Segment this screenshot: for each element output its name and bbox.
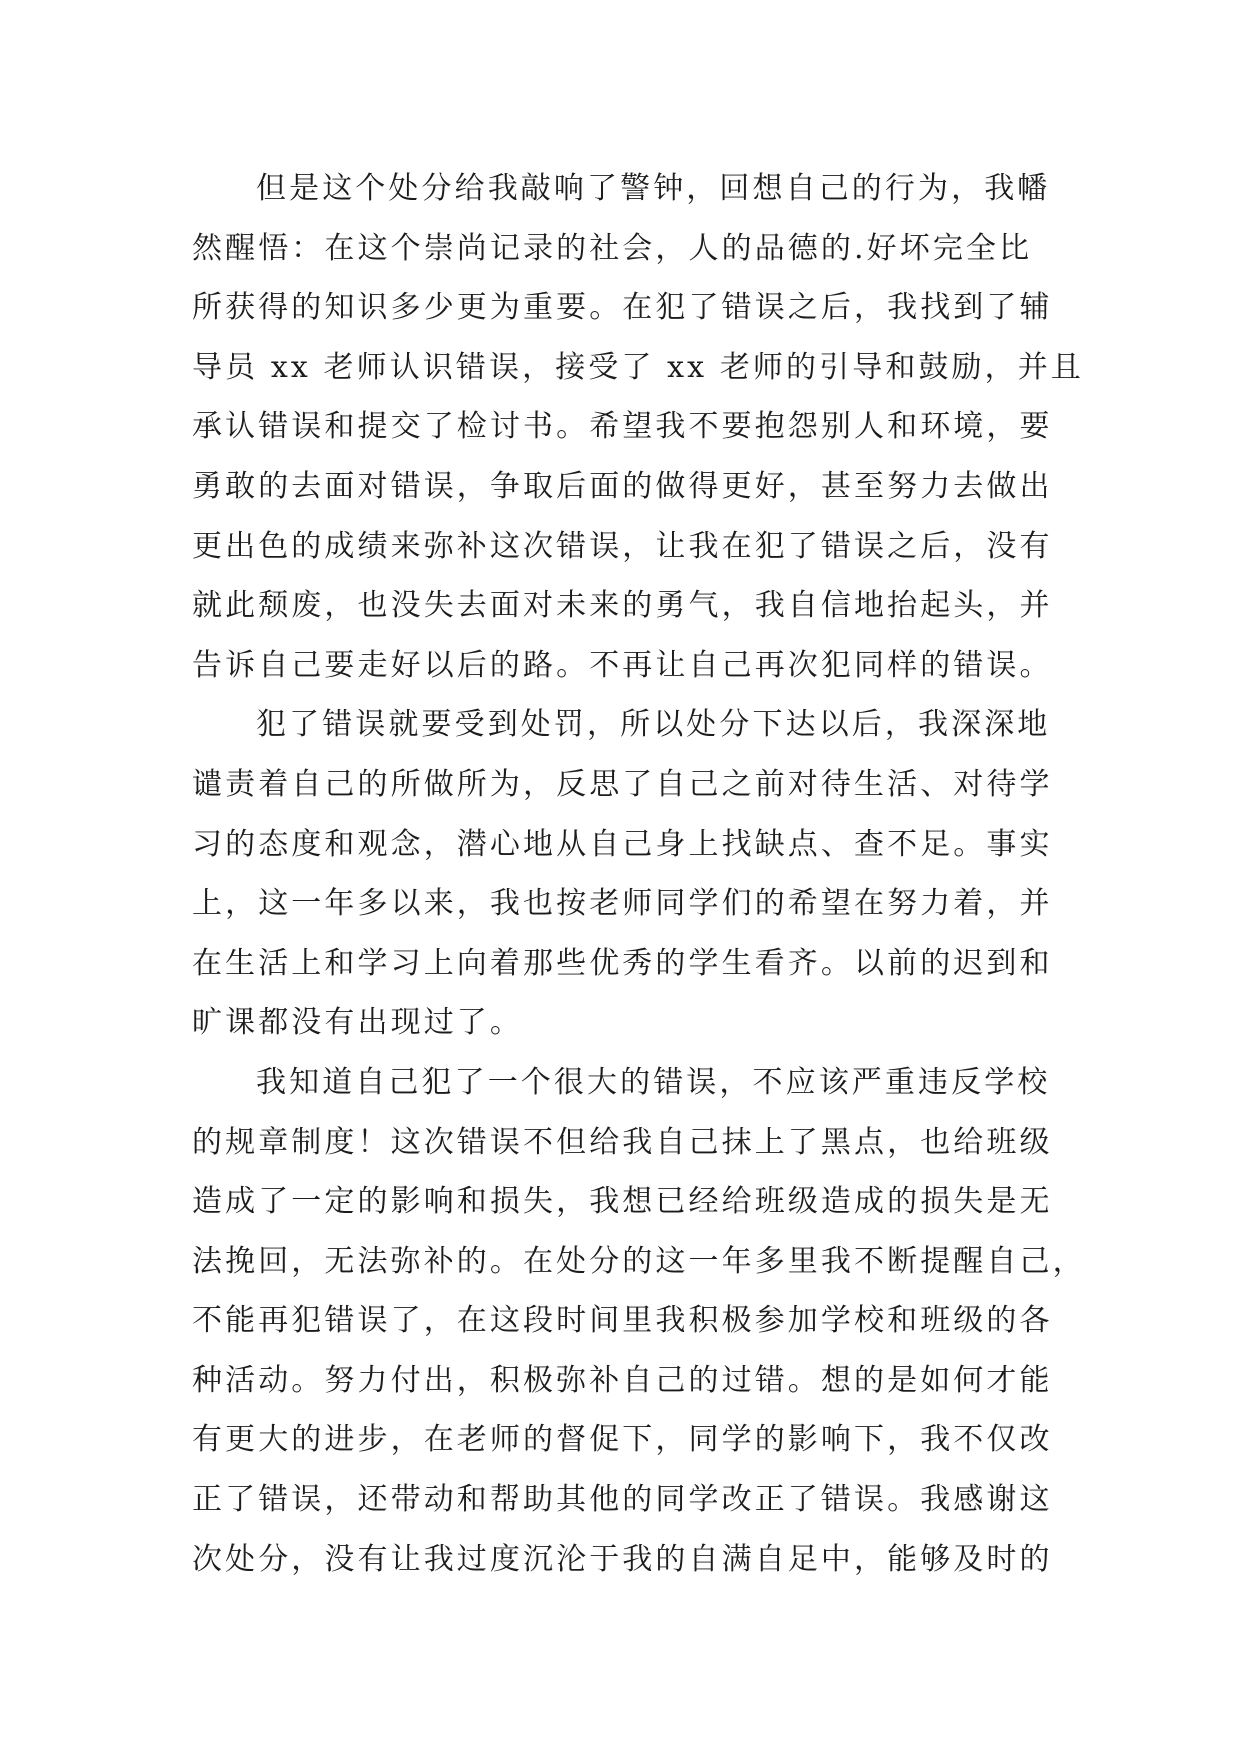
paragraph-line: 在生活上和学习上向着那些优秀的学生看齐。以前的迟到和 bbox=[192, 945, 1053, 981]
paragraph-line: 法挽回，无法弥补的。在处分的这一年多里我不断提醒自己， bbox=[192, 1243, 1086, 1279]
paragraph-line: 不能再犯错误了，在这段时间里我积极参加学校和班级的各 bbox=[192, 1303, 1053, 1339]
paragraph-line: 正了错误，还带动和帮助其他的同学改正了错误。我感谢这 bbox=[192, 1482, 1053, 1518]
document-body bbox=[192, 159, 1086, 1589]
paragraph-line: 种活动。努力付出，积极弥补自己的过错。想的是如何才能 bbox=[192, 1362, 1053, 1398]
paragraph-line: 勇敢的去面对错误，争取后面的做得更好，甚至努力去做出 bbox=[192, 468, 1053, 504]
paragraph-line: 造成了一定的影响和损失，我想已经给班级造成的损失是无 bbox=[192, 1184, 1053, 1220]
paragraph-line: 上，这一年多以来，我也按老师同学们的希望在努力着，并 bbox=[192, 886, 1053, 922]
paragraph-line: 习的态度和观念，潜心地从自己身上找缺点、查不足。事实 bbox=[192, 826, 1053, 862]
paragraph-line: 所获得的知识多少更为重要。在犯了错误之后，我找到了辅 bbox=[192, 290, 1053, 326]
paragraph-line: 然醒悟：在这个崇尚记录的社会，人的品德的.好坏完全比 bbox=[192, 230, 1033, 266]
paragraph-line: 告诉自己要走好以后的路。不再让自己再次犯同样的错误。 bbox=[192, 647, 1053, 683]
paragraph-line: 的规章制度！这次错误不但给我自己抹上了黑点，也给班级 bbox=[192, 1124, 1053, 1160]
paragraph-line: 次处分，没有让我过度沉沦于我的自满自足中，能够及时的 bbox=[192, 1541, 1053, 1577]
paragraph-line: 更出色的成绩来弥补这次错误，让我在犯了错误之后，没有 bbox=[192, 528, 1053, 564]
paragraph-line: 承认错误和提交了检讨书。希望我不要抱怨别人和环境，要 bbox=[192, 409, 1053, 445]
paragraph-2 bbox=[192, 695, 1082, 1053]
paragraph-line: 但是这个处分给我敲响了警钟，回想自己的行为，我幡 bbox=[256, 171, 1051, 206]
paragraph-line: 有更大的进步，在老师的督促下，同学的影响下，我不仅改 bbox=[192, 1422, 1053, 1458]
paragraph-1 bbox=[192, 159, 1082, 695]
paragraph-line: 就此颓废，也没失去面对未来的勇气，我自信地抬起头，并 bbox=[192, 588, 1053, 624]
paragraph-line: 犯了错误就要受到处罚，所以处分下达以后，我深深地 bbox=[256, 707, 1051, 743]
paragraph-line: 导员 xx 老师认识错误，接受了 xx 老师的引导和鼓励，并且 bbox=[192, 349, 1084, 385]
paragraph-line: 旷课都没有出现过了。 bbox=[192, 1005, 523, 1041]
paragraph-line: 我知道自己犯了一个很大的错误，不应该严重违反学校 bbox=[256, 1064, 1051, 1100]
paragraph-line: 谴责着自己的所做所为，反思了自己之前对待生活、对待学 bbox=[192, 766, 1053, 802]
paragraph-3 bbox=[192, 1053, 1086, 1589]
